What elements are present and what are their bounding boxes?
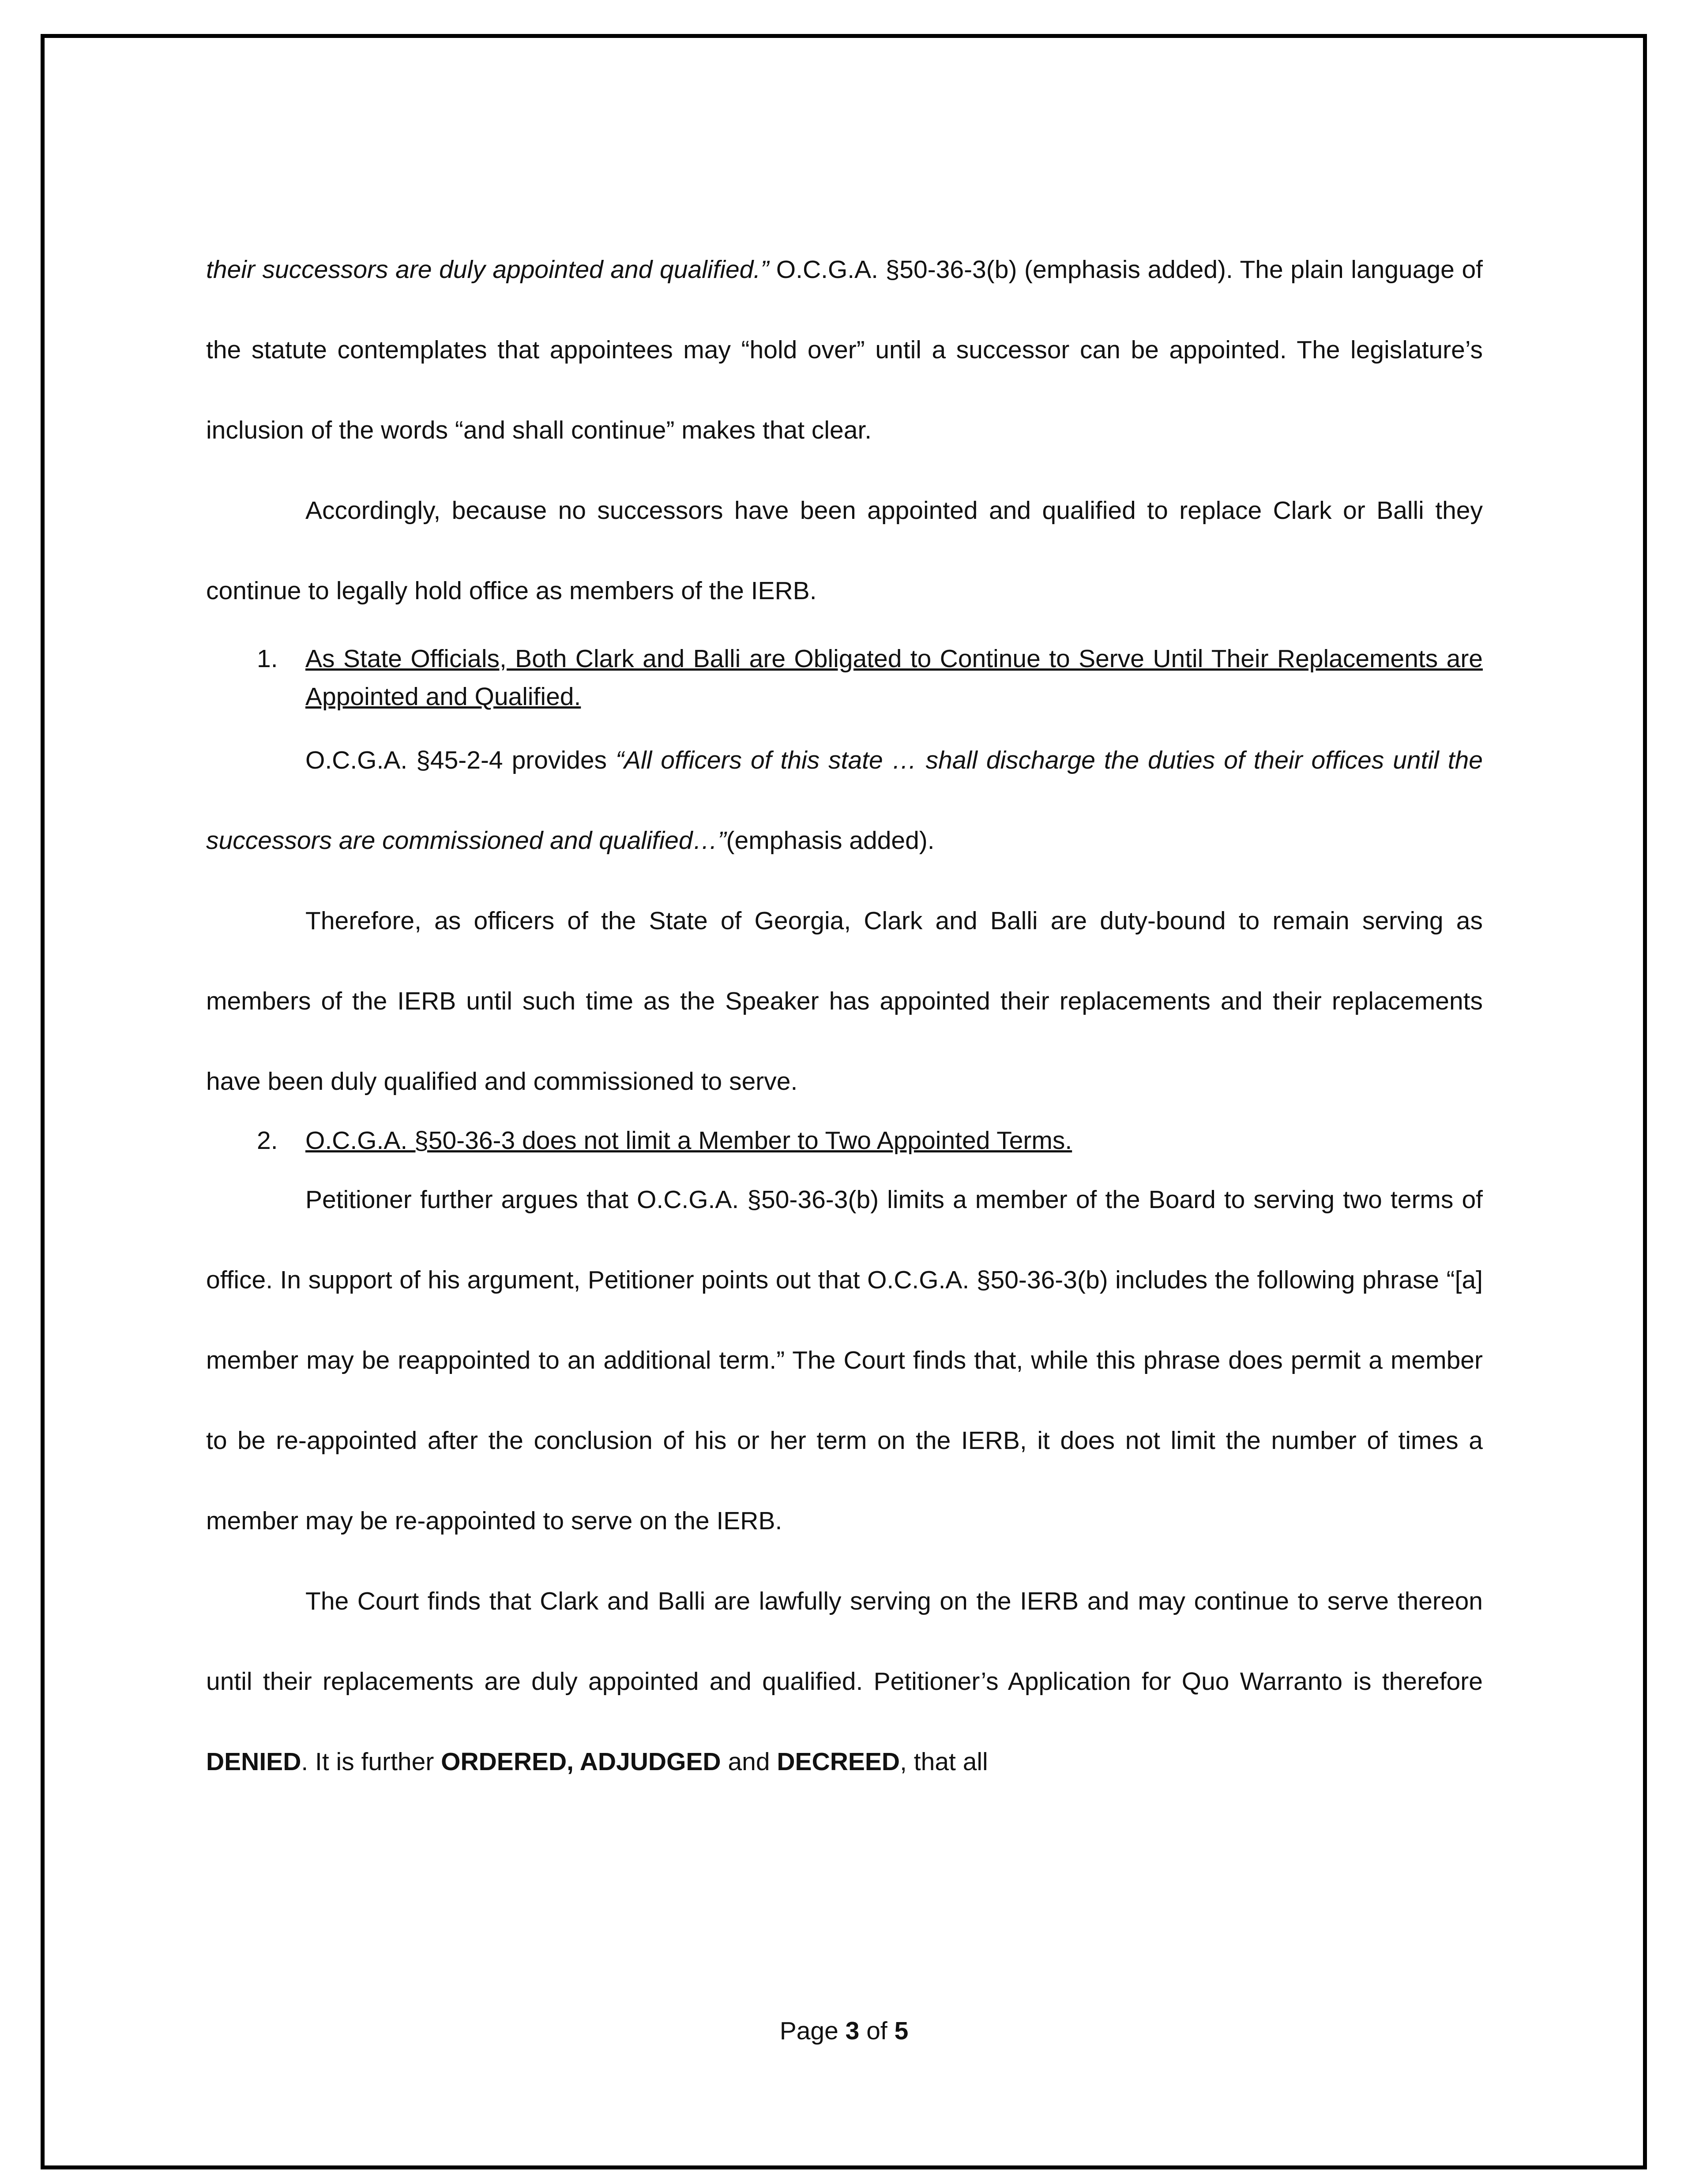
paragraph-4: Therefore, as officers of the State of Georgia, Clark and Balli are duty-bound to remain serving as members of the IERB until such time as the Speaker has appointed their replacements and their replacements have been duly qualified and commissioned to serve. — [206, 907, 1483, 1096]
decreed-text: DECREED — [777, 1748, 900, 1776]
total-pages-number: 5 — [894, 2017, 909, 2045]
section-number-2: 2. — [257, 1126, 278, 1155]
paragraph-6-text-d: , that all — [900, 1748, 988, 1776]
paragraph-3 — [206, 720, 1483, 881]
paragraph-1-text: O.C.G.A. §50-36-3(b) (emphasis added). The plain language of the statute contemplates that appointees may “hold over” until a successor can be appointed. The legislature’s inclusion of the words “and shall continue” makes that clear. — [206, 255, 1483, 444]
paragraph-6-text-b: . It is further — [301, 1748, 441, 1776]
page-of-label: of — [859, 2017, 895, 2045]
page-footer — [0, 2016, 1688, 2045]
paragraph-6-text-a: The Court finds that Clark and Balli are lawfully serving on the IERB and may continue to serve thereon until their replacements are duly appointed and qualified. Petitioner’s Application for Quo Warranto is therefore — [206, 1587, 1483, 1696]
section-heading-1-text: As State Officials, Both Clark and Balli are Obligated to Continue to Serve Until Their Replacements are Appointed and Qualified. — [305, 645, 1483, 711]
current-page-number: 3 — [845, 2017, 860, 2045]
section-number-1: 1. — [257, 645, 278, 673]
section-heading-2 — [206, 1122, 1483, 1160]
paragraph-2: Accordingly, because no successors have been appointed and qualified to replace Clark or Balli they continue to legally hold office as members of the IERB. — [206, 496, 1483, 605]
paragraph-3-tail: (emphasis added). — [726, 826, 935, 855]
paragraph-6-text-c: and — [721, 1748, 777, 1776]
ordered-adjudged-text: ORDERED, ADJUDGED — [441, 1748, 721, 1776]
paragraph-3-quote: “All officers of this state … shall discharge the duties of their offices until the successors are commissioned and qualified…” — [206, 746, 1483, 855]
paragraph-3-lead: O.C.G.A. §45-2-4 provides — [305, 746, 616, 774]
paragraph-5: Petitioner further argues that O.C.G.A. §50-36-3(b) limits a member of the Board to serving two terms of office. In support of his argument, Petitioner points out that O.C.G.A. §50-36-3(b) includes the following phrase “[a] member may be reappointed to an additional term.” The Court finds that, while this phrase does permit a member to be re-appointed after the conclusion of his or her term on the IERB, it does not limit the number of times a member may be re-appointed to serve on the IERB. — [206, 1186, 1483, 1535]
paragraph-6 — [206, 1561, 1483, 1802]
section-heading-2-text: O.C.G.A. §50-36-3 does not limit a Member to Two Appointed Terms. — [305, 1126, 1072, 1155]
page-label: Page — [779, 2017, 846, 2045]
quoted-statute-text: their successors are duly appointed and qualified.” — [206, 255, 769, 284]
paragraph-1 — [206, 229, 1483, 470]
document-page — [206, 229, 1483, 1802]
denied-text: DENIED — [206, 1748, 301, 1776]
section-heading-1 — [206, 640, 1483, 716]
